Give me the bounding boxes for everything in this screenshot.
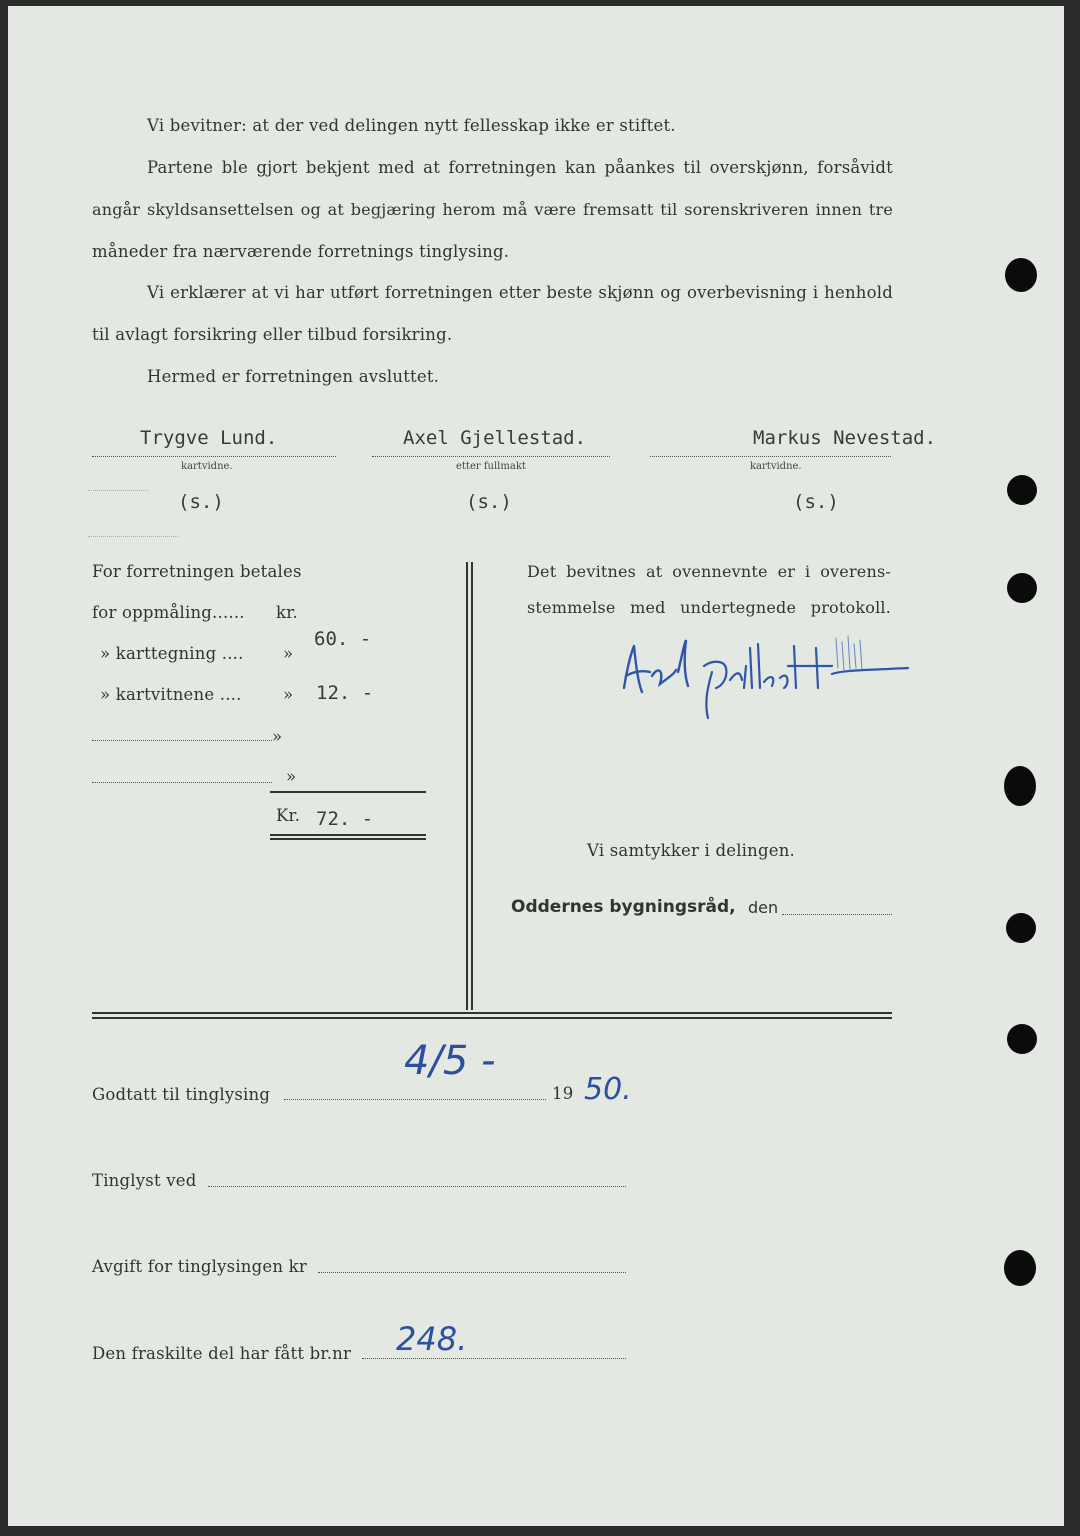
signature-seal-3: (s.) [793,491,839,513]
paragraph-appeal-line-2: angår skyldsansettelsen og at begjæring herom må være fremsatt til sorenskriveren innen tre [92,200,893,219]
fees-heading: For forretningen betales [92,562,302,581]
signature-role-1: kartvidne. [181,461,233,472]
fees-row-kartvitnene-label: » kartvitnene .... [100,685,242,704]
faint-guide-line [88,536,178,537]
fees-total-rule-1 [270,834,426,836]
fees-total-value: 72. - [316,808,374,830]
godtatt-year-handwritten: 50. [584,1072,632,1107]
fees-blank-line-1 [92,740,272,741]
fees-row-blank-unit-1: » [272,727,283,746]
document-page [8,6,1064,1526]
punch-hole-icon [1005,258,1037,292]
paragraph-appeal-line-3: måneder fra nærværende forretnings tinglysing. [92,242,510,261]
punch-hole-icon [1007,573,1037,603]
council-den: den [748,898,779,917]
tinglyst-line [208,1186,626,1187]
signature-name-3: Markus Nevestad. [753,427,937,449]
certification-line-2: stemmelse med undertegnede protokoll. [527,598,891,617]
paragraph-declaration-line-1: Vi erklærer at vi har utført forretningen etter beste skjønn og overbevisning i henhold [147,283,893,302]
signature-role-3: kartvidne. [750,461,802,472]
fees-row-karttegning-value: 60. - [314,628,372,650]
avgift-label: Avgift for tinglysingen kr [92,1257,307,1276]
punch-hole-icon [1007,475,1037,505]
avgift-line [318,1272,626,1273]
punch-hole-icon [1006,913,1036,943]
column-divider [466,562,468,1010]
signature-name-1: Trygve Lund. [140,427,278,449]
fees-row-karttegning-label: » karttegning .... [100,644,244,663]
paragraph-fellesskap: Vi bevitner: at der ved delingen nytt fellesskap ikke er stiftet. [147,116,676,135]
handwritten-signature [612,626,912,726]
fees-total-label: Kr. [276,806,301,825]
godtatt-year-prefix: 19 [552,1084,574,1103]
godtatt-date-handwritten: 4/5 - [404,1038,496,1084]
consent-text: Vi samtykker i delingen. [587,841,795,860]
fees-blank-line-2 [92,782,272,783]
fees-row-oppmaling-unit: kr. [276,603,298,622]
signature-name-2: Axel Gjellestad. [403,427,587,449]
brnr-value-handwritten: 248. [396,1320,468,1358]
council-date-line [782,914,892,915]
fees-row-kartvitnene-value: 12. - [316,682,374,704]
paragraph-appeal-line-1: Partene ble gjort bekjent med at forretningen kan påankes til overskjønn, forsåvidt [147,158,893,177]
signature-line-2 [372,456,610,457]
column-divider [471,562,473,1010]
punch-hole-icon [1007,1024,1037,1054]
signature-seal-1: (s.) [178,491,224,513]
faint-guide-line [88,490,148,491]
signature-line-3 [650,456,891,457]
punch-hole-icon [1004,1250,1036,1286]
fees-row-oppmaling-label: for oppmåling...... [92,603,245,622]
fees-row-kartvitnene-unit: » [283,685,294,704]
paragraph-declaration-line-2: til avlagt forsikring eller tilbud forsikring. [92,325,453,344]
punch-hole-icon [1004,766,1036,806]
godtatt-label: Godtatt til tinglysing [92,1085,271,1104]
tinglyst-label: Tinglyst ved [92,1171,197,1190]
fees-sum-rule [270,791,426,793]
council-name: Oddernes bygningsråd, [511,897,736,917]
section-rule-bottom [92,1017,892,1019]
signature-line-1 [92,456,336,457]
section-rule-top [92,1012,892,1014]
brnr-line [362,1358,626,1359]
brnr-label: Den fraskilte del har fått br.nr [92,1344,352,1363]
fees-row-blank-unit-2: » [286,767,297,786]
signature-role-2: etter fullmakt [456,461,526,472]
fees-total-rule-2 [270,838,426,840]
fees-row-karttegning-unit: » [283,644,294,663]
paragraph-closing: Hermed er forretningen avsluttet. [147,367,440,386]
godtatt-line [284,1099,546,1100]
certification-line-1: Det bevitnes at ovennevnte er i overens- [527,562,891,581]
signature-seal-2: (s.) [466,491,512,513]
